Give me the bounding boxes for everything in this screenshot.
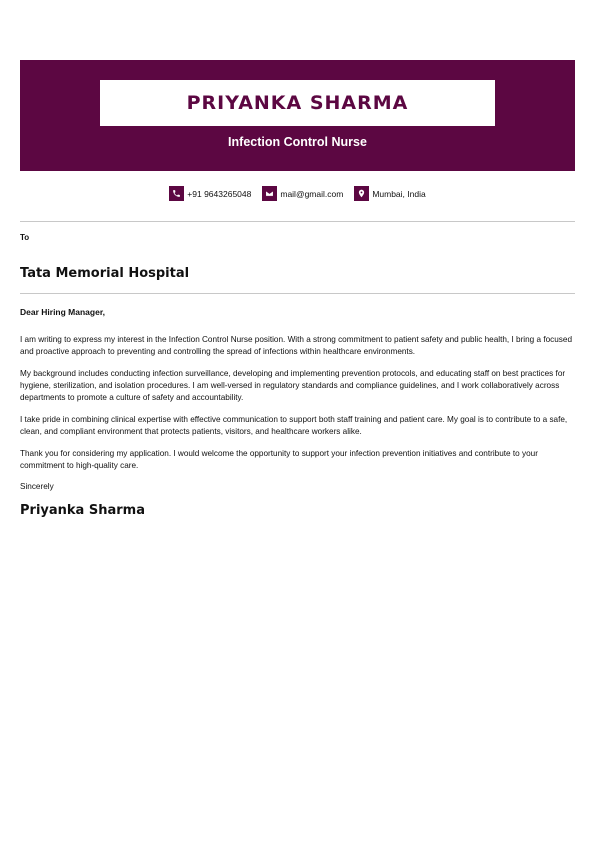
contact-email-text: mail@gmail.com: [280, 188, 344, 199]
contact-phone[interactable]: [169, 186, 251, 201]
letter-paragraph: I take pride in combining clinical expertise with effective communication to support both staff training and patient care. My goal is to contribute to a safe, clean, and compliant environment that protects patients, visitors, and healthcare workers alike.: [20, 415, 568, 436]
phone-icon: [169, 186, 184, 201]
contact-location-text: Mumbai, India: [372, 188, 426, 199]
to-label: To: [20, 233, 30, 242]
map-pin-icon: [354, 186, 369, 201]
contact-phone-text: +91 9643265048: [187, 188, 252, 199]
contact-location: [354, 186, 425, 201]
envelope-icon: [262, 186, 277, 201]
divider: [20, 221, 575, 222]
closing: Sincerely: [20, 482, 54, 491]
contact-bar: [0, 186, 595, 201]
letter-paragraph: Thank you for considering my application. I would welcome the opportunity to support your infection prevention initiatives and contribute to your commitment to high-quality care.: [20, 449, 538, 470]
letter-paragraph: I am writing to express my interest in the Infection Control Nurse position. With a strong commitment to patient safety and public health, I bring a focused and proactive approach to preventing and controlling the spread of infections within healthcare environments.: [20, 335, 573, 356]
applicant-name: PRIYANKA SHARMA: [186, 92, 409, 114]
contact-email[interactable]: [262, 186, 343, 201]
recipient-name: Tata Memorial Hospital: [20, 266, 190, 281]
signature: Priyanka Sharma: [20, 503, 145, 518]
name-box: [100, 80, 495, 126]
letter-paragraph: My background includes conducting infection surveillance, developing and implementing prevention protocols, and educating staff on best practices for hygiene, sterilization, and isolation procedures. I am well-versed in regulatory standards and compliance guidelines, and I work collaboratively across departments to promote a culture of safety and accountability.: [20, 369, 566, 402]
header-banner: [20, 60, 575, 171]
salutation: Dear Hiring Manager,: [20, 307, 106, 317]
letter-body: [20, 334, 578, 482]
divider: [20, 293, 575, 294]
job-title: Infection Control Nurse: [228, 135, 367, 149]
